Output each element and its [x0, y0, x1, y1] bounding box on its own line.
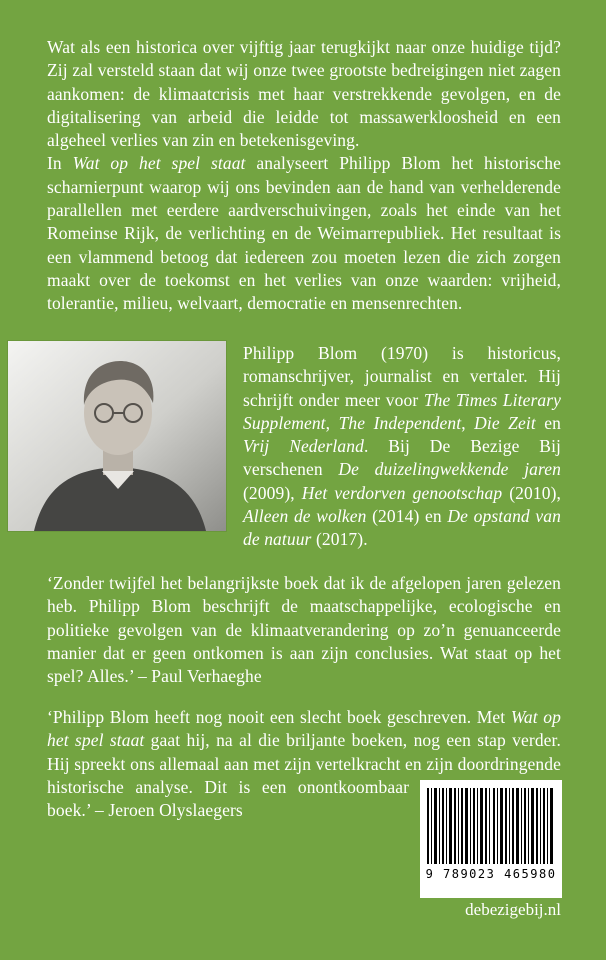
blurb-paragraph-1: Wat als een historica over vijftig jaar terugkijkt naar onze huidige tijd? Zij zal versteld staan dat wij onze twee grootste bedreigingen niet zagen aankomen: de klimaatcrisis met haar verstrekkende gevolgen, en de digitalisering van arbeid die leidde tot massawerkloosheid en een algeheel verlies van zin en betekenisgeving.: [47, 37, 561, 151]
blurb-paragraph-2: In Wat op het spel staat analyseert Philipp Blom het historische scharnierpunt waarop wij ons bevinden aan de hand van verhelderende parallellen met eerdere aardverschuivingen, zoals het einde van het Romeinse Rijk, de verlichting en de Weimarrepubliek. Het resultaat is een vlammend betoog dat iedereen zou moeten lezen die zich zorgen maakt over de toekomst en het verlies van onze waarden: vrijheid, tolerantie, milieu, welvaart, democratie en mensenrechten.: [47, 153, 561, 314]
quote-text: ‘Philipp Blom heeft nog nooit een slecht boek geschreven. Met Wat op het spel staat gaat hij, na al die briljante boeken, nog een stap verder. Hij spreekt ons allemaal aan met zijn vertelkracht en zijn doordringende historische analyse. Dit is een onontkoombaar boek.’ – Jeroen Olyslaegers: [47, 707, 562, 821]
publisher-website: debezigebij.nl: [465, 900, 561, 919]
isbn-number: 9 789023 465980: [425, 867, 557, 881]
author-bio-text: Philipp Blom (1970) is historicus, romanschrijver, journalist en vertaler. Hij schrijft onder meer voor The Times Literary Supplement, The Independent, Die Zeit en Vrij Nederland. Bij De Bezige Bij verschenen De duizelingwekkende jaren (2009), Het verdorven genootschap (2010), Alleen de wolken (2014) en De opstand van de natuur (2017).: [243, 343, 562, 550]
barcode: [420, 780, 562, 898]
author-bio: [243, 342, 561, 552]
quote-text: ‘Zonder twijfel het belangrijkste boek dat ik de afgelopen jaren gelezen heb. Philipp Blom beschrijft de maatschappelijke, ecologische en politieke gevolgen van de klimaatverandering op zo’n genuanceerde manier dat er geen ontkomen is aan zijn conclusies. Wat staat op het spel? Alles.’ – Paul Verhaeghe: [47, 573, 561, 687]
barcode-bars-icon: [427, 788, 555, 864]
quote-paul-verhaeghe: [47, 572, 561, 688]
author-portrait-illustration: [8, 341, 226, 531]
author-photo: [8, 341, 226, 531]
blurb: [47, 36, 561, 316]
